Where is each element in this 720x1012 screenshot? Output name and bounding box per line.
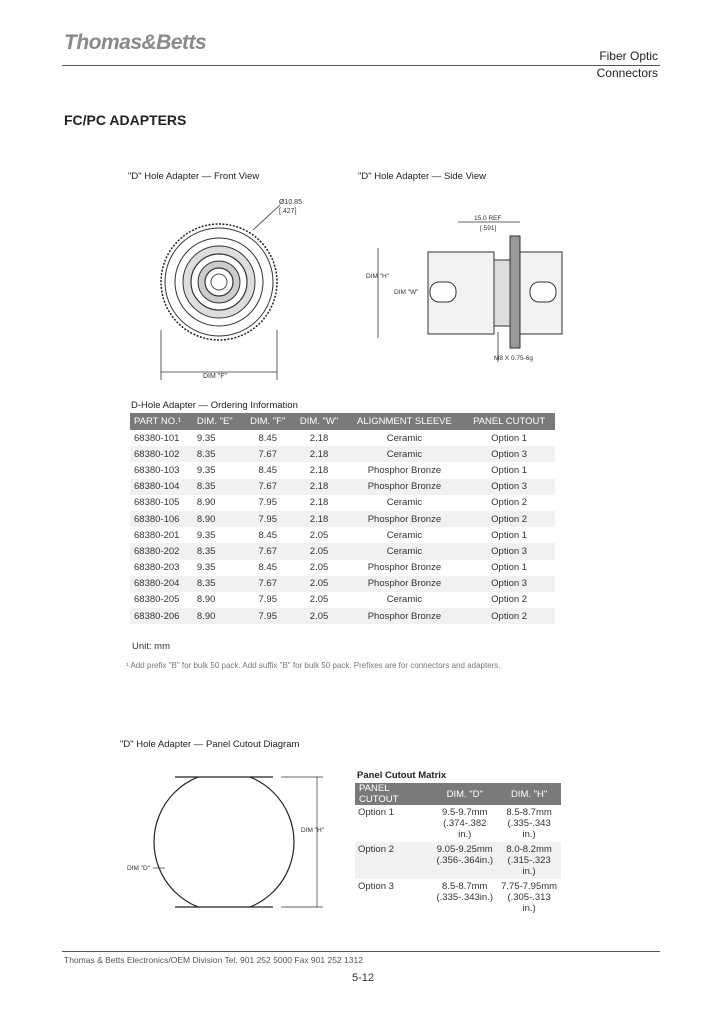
table-row [130, 576, 555, 592]
side-dim-w-label: DIM "W" [394, 289, 419, 296]
matrix-cell [432, 805, 497, 842]
table-cell: Option 1 [491, 529, 528, 541]
table-cell: 2.18 [309, 497, 329, 509]
side-top-dim-in-label: [.591] [480, 225, 497, 232]
table-cell: 2.18 [309, 464, 329, 476]
cutout-diagram-caption: "D" Hole Adapter — Panel Cutout Diagram [120, 739, 300, 750]
table-cell: 9.35 [196, 464, 216, 476]
matrix-in-value: (.356-.364in.) [436, 855, 493, 866]
table-cell: Phosphor Bronze [346, 576, 464, 592]
table-cell: 68380-202 [130, 543, 193, 559]
matrix-mm-value: 7.75-7.95mm [501, 881, 558, 892]
table-cell: 68380-102 [130, 446, 193, 462]
table-cell: Phosphor Bronze [346, 511, 464, 527]
matrix-row [355, 805, 561, 842]
category-line-2: Connectors [596, 66, 658, 80]
table-cell: 68380-201 [134, 529, 180, 541]
matrix-row [355, 879, 561, 916]
table-cell: 2.18 [292, 511, 345, 527]
col-header: ALIGNMENT SLEEVE [346, 413, 464, 430]
col-header: DIM. "E" [193, 413, 243, 430]
front-dia-in-label: [.427] [279, 208, 297, 215]
col-header: PART NO.¹ [130, 413, 193, 430]
matrix-cell [497, 842, 561, 879]
matrix-mm-value: 8.0-8.2mm [506, 844, 552, 855]
front-dia-label: Ø10.85 [279, 199, 302, 206]
matrix-cell [432, 842, 497, 879]
table-cell: Option 1 [491, 562, 528, 574]
table-cell: 8.35 [193, 446, 243, 462]
table-cell: 8.45 [258, 432, 277, 444]
front-view-drawing [145, 190, 305, 385]
footer-divider [62, 951, 660, 952]
table-cell: 2.18 [309, 432, 329, 444]
table-cell: Phosphor Bronze [346, 479, 464, 495]
table-cell: Phosphor Bronze [346, 608, 464, 624]
table-cell: Option 1 [491, 432, 528, 444]
table-cell: Ceramic [386, 529, 423, 541]
col-header: DIM. "D" [432, 783, 497, 805]
footnote: ¹ Add prefix "B" for bulk 50 pack. Add suffix "B" for bulk 50 pack. Prefixes are for connectors and adapters. [126, 661, 501, 670]
col-header: DIM. "W" [292, 413, 345, 430]
table-cell: 8.90 [196, 594, 216, 606]
table-row [130, 592, 555, 608]
ordering-title: D-Hole Adapter — Ordering Information [131, 400, 298, 411]
col-header: DIM. "H" [497, 783, 561, 805]
table-cell: 2.18 [292, 479, 345, 495]
cutout-dim-h-label: DIM "H" [301, 827, 325, 834]
table-row [130, 446, 555, 462]
table-cell: 68380-206 [130, 608, 193, 624]
table-cell: 2.05 [309, 562, 329, 574]
side-view-drawing [360, 212, 580, 372]
ordering-table [130, 413, 555, 624]
table-cell: Option 2 [463, 511, 555, 527]
table-cell: 7.67 [243, 576, 292, 592]
table-cell: 8.45 [258, 529, 277, 541]
side-dim-h-label: DIM "H" [366, 273, 390, 280]
matrix-mm-value: 8.5-8.7mm [506, 807, 552, 818]
table-cell: 7.95 [243, 511, 292, 527]
table-cell: 2.05 [292, 576, 345, 592]
table-cell: 68380-103 [134, 464, 180, 476]
side-top-dim-label: 15.0 REF [474, 215, 502, 222]
matrix-in-value: (.335-.343in.) [436, 892, 493, 903]
cutout-diagram-drawing [125, 766, 330, 916]
col-header: DIM. "F" [243, 413, 292, 430]
header-divider [62, 65, 660, 66]
page-title: FC/PC ADAPTERS [64, 112, 187, 128]
matrix-in-value: (.305-.313 in.) [507, 892, 551, 914]
matrix-title: Panel Cutout Matrix [357, 770, 447, 781]
matrix-cell [497, 805, 561, 842]
table-row [130, 543, 555, 559]
col-header: PANEL CUTOUT [463, 413, 555, 430]
table-cell: 68380-204 [130, 576, 193, 592]
matrix-row [355, 842, 561, 879]
side-view-caption: "D" Hole Adapter — Side View [358, 171, 487, 182]
table-cell: Phosphor Bronze [367, 464, 442, 476]
table-row [130, 479, 555, 495]
cutout-dim-d-label: DIM "D" [127, 865, 151, 872]
cutout-matrix-table [355, 783, 561, 916]
table-cell: 2.18 [292, 446, 345, 462]
table-cell: Ceramic [386, 432, 423, 444]
table-cell: Ceramic [386, 497, 423, 509]
table-cell: 9.35 [196, 562, 216, 574]
table-cell: 2.05 [309, 594, 329, 606]
table-cell: 9.35 [196, 529, 216, 541]
side-thread-label: M8 X 0.75-6g [494, 355, 534, 362]
table-cell: Phosphor Bronze [367, 562, 442, 574]
table-row [130, 527, 555, 543]
matrix-option: Option 3 [358, 881, 394, 892]
table-cell: 7.95 [243, 608, 292, 624]
table-cell: 68380-203 [134, 562, 180, 574]
table-cell: 8.90 [193, 511, 243, 527]
table-cell: 68380-104 [130, 479, 193, 495]
matrix-in-value: (.315-.323 in.) [507, 855, 551, 877]
table-row [130, 608, 555, 624]
footer-text: Thomas & Betts Electronics/OEM Division Tel. 901 252 5000 Fax 901 252 1312 [64, 955, 363, 965]
front-view-caption: "D" Hole Adapter — Front View [128, 171, 260, 182]
table-cell: 7.95 [258, 497, 277, 509]
table-cell: 7.67 [243, 479, 292, 495]
table-cell: 68380-205 [134, 594, 180, 606]
table-cell: Ceramic [386, 594, 423, 606]
table-cell: 8.35 [193, 543, 243, 559]
col-header: PANEL CUTOUT [355, 783, 432, 805]
table-cell: 7.67 [243, 543, 292, 559]
table-cell: Option 2 [463, 608, 555, 624]
table-cell: Option 3 [463, 446, 555, 462]
table-cell: 8.35 [193, 479, 243, 495]
table-cell: 68380-101 [134, 432, 180, 444]
matrix-in-value: (.374-.382 in.) [443, 818, 487, 840]
table-cell: Option 3 [463, 576, 555, 592]
table-cell: Ceramic [346, 543, 464, 559]
matrix-cell [497, 879, 561, 916]
table-cell: 7.95 [258, 594, 277, 606]
brand-logo: Thomas&Betts [64, 31, 207, 54]
table-row [130, 560, 555, 576]
front-dim-label: DIM "F" [203, 373, 228, 380]
table-cell: 2.05 [292, 608, 345, 624]
table-row [130, 511, 555, 527]
matrix-mm-value: 9.5-9.7mm [442, 807, 488, 818]
table-cell: Option 1 [491, 464, 528, 476]
table-cell: 8.90 [193, 608, 243, 624]
table-cell: Option 3 [463, 479, 555, 495]
table-cell: 9.35 [196, 432, 216, 444]
table-cell: 8.90 [196, 497, 216, 509]
table-cell: Ceramic [346, 446, 464, 462]
table-row [130, 495, 555, 511]
table-cell: Option 3 [463, 543, 555, 559]
table-row [130, 430, 555, 446]
table-row [130, 462, 555, 478]
table-cell: 8.35 [193, 576, 243, 592]
table-cell: 68380-105 [134, 497, 180, 509]
table-cell: 2.05 [309, 529, 329, 541]
matrix-option: Option 2 [355, 842, 432, 879]
matrix-option: Option 1 [358, 807, 394, 818]
units-note: Unit: mm [132, 641, 170, 652]
matrix-mm-value: 9.05-9.25mm [436, 844, 493, 855]
table-cell: 7.67 [243, 446, 292, 462]
table-cell: 8.45 [258, 562, 277, 574]
matrix-in-value: (.335-.343 in.) [507, 818, 551, 840]
table-cell: Option 2 [491, 594, 528, 606]
matrix-mm-value: 8.5-8.7mm [442, 881, 488, 892]
table-cell: 68380-106 [130, 511, 193, 527]
table-cell: 8.45 [258, 464, 277, 476]
category-line-1: Fiber Optic [599, 49, 658, 63]
matrix-cell [432, 879, 497, 916]
table-cell: 2.05 [292, 543, 345, 559]
table-cell: Option 2 [491, 497, 528, 509]
page-number: 5-12 [352, 972, 375, 984]
